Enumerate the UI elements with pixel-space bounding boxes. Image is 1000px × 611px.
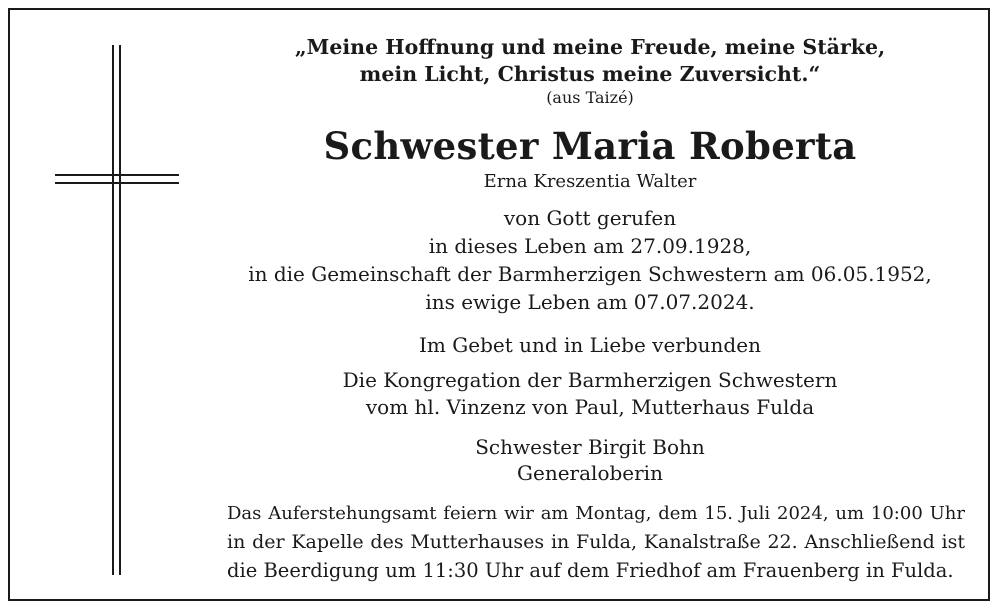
- life-death: ins ewige Leben am 07.07.2024.: [425, 290, 755, 314]
- life-intro: von Gott gerufen: [503, 206, 677, 230]
- life-birth: in dieses Leben am 27.09.1928,: [428, 234, 752, 258]
- mourners-line-2: Die Kongregation der Barmherzigen Schwestern: [342, 368, 838, 392]
- mourners-line-3: vom hl. Vinzenz von Paul, Mutterhaus Fulda: [365, 395, 815, 419]
- life-profession: in die Gemeinschaft der Barmherzigen Schwestern am 06.05.1952,: [248, 262, 932, 286]
- quote-line-2: mein Licht, Christus meine Zuversicht.“: [359, 62, 821, 86]
- signatory-name: Schwester Birgit Bohn: [475, 435, 705, 459]
- service-line-2: in der Kapelle des Mutterhauses in Fulda, Kanalstraße 22. Anschließend ist: [227, 531, 965, 553]
- service-line-3: die Beerdigung um 11:30 Uhr auf dem Friedhof am Frauenberg in Fulda.: [227, 559, 954, 582]
- deceased-name: Schwester Maria Roberta: [323, 124, 857, 168]
- mourners-line-1: Im Gebet und in Liebe verbunden: [419, 333, 761, 357]
- service-line-1: Das Auferstehungsamt feiern wir am Montag, dem 15. Juli 2024, um 10:00 Uhr: [227, 503, 965, 524]
- quote-line-1: „Meine Hoffnung und meine Freude, meine Stärke,: [294, 35, 886, 59]
- signatory-title: Generaloberin: [517, 461, 663, 485]
- quote-source: (aus Taizé): [546, 88, 634, 107]
- civil-name: Erna Kreszentia Walter: [483, 171, 697, 192]
